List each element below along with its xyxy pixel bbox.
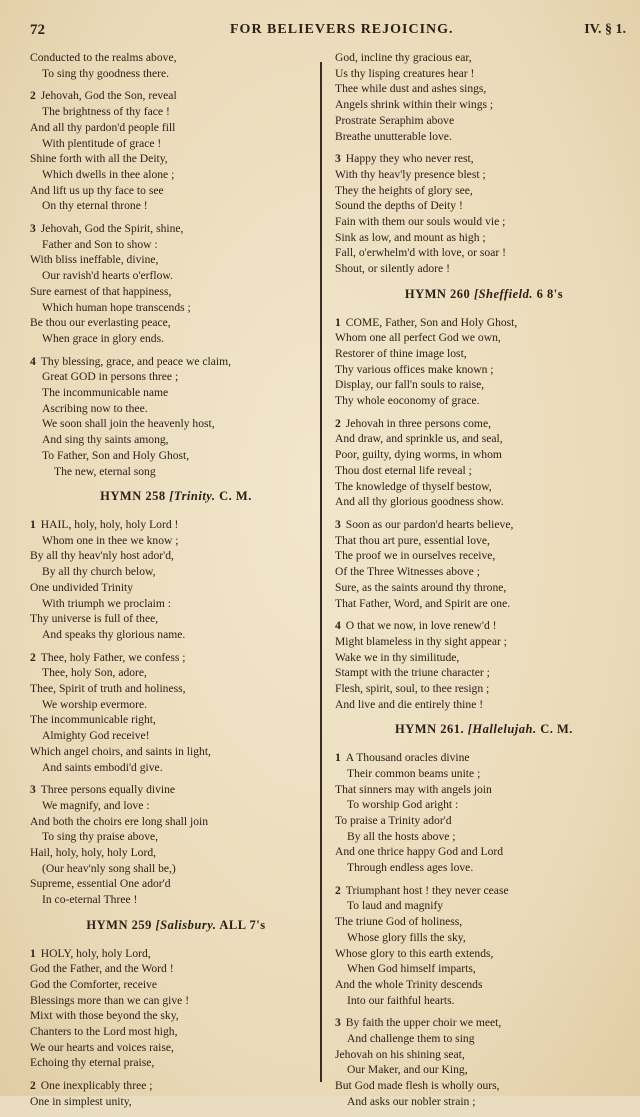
verse-text: And all thy glorious goodness show. [335, 495, 504, 509]
verse-line [335, 97, 633, 113]
verse-line [335, 766, 633, 782]
verse-text: Which angel choirs, and saints in light, [30, 744, 211, 758]
verse-text: But God made flesh is wholly ours, [335, 1079, 500, 1093]
verse-line [335, 151, 633, 167]
stanza-number: 2 [335, 416, 341, 430]
hymn-heading [335, 287, 633, 303]
right-column [335, 50, 633, 1117]
verse-line [335, 596, 633, 612]
verse-text: Our Maker, and our King, [347, 1063, 468, 1077]
verse-text: Of the Three Witnesses above ; [335, 565, 480, 579]
verse-line [30, 580, 322, 596]
verse-text: HAIL, holy, holy, holy Lord ! [40, 517, 179, 531]
verse-line [335, 66, 633, 82]
verse-text: Thou dost eternal life reveal ; [335, 463, 472, 477]
verse-line [335, 1015, 633, 1031]
verse-line [335, 977, 633, 993]
verse-line [30, 315, 322, 331]
verse-line [30, 728, 322, 744]
verse-line [335, 961, 633, 977]
hymn-tune: [Salisbury. [155, 917, 217, 932]
verse-text: And draw, and sprinkle us, and seal, [335, 432, 503, 446]
verse-text: Which dwells in thee alone ; [42, 167, 175, 181]
verse-line [30, 354, 322, 370]
verse-text: By all thy church below, [42, 565, 156, 579]
verse-text: Hail, holy, holy, holy Lord, [30, 846, 157, 860]
stanza-number: 3 [30, 783, 36, 797]
verse-text: By all thy heav'nly host ador'd, [30, 549, 174, 563]
verse-text: Wake we in thy similitude, [335, 650, 460, 664]
verse-text: With plentitude of grace ! [42, 136, 162, 150]
verse-line [30, 798, 322, 814]
page-header [30, 20, 626, 42]
stanza-number: 3 [335, 152, 341, 166]
verse-line [30, 448, 322, 464]
verse-line [30, 198, 322, 214]
verse-line [335, 479, 633, 495]
verse-text: Chanters to the Lord most high, [30, 1025, 178, 1039]
verse-line [30, 66, 322, 82]
verse-text: Thee while dust and ashes sings, [335, 82, 487, 96]
verse-line [335, 330, 633, 346]
verse-line [30, 681, 322, 697]
verse-line [30, 829, 322, 845]
verse-line [30, 627, 322, 643]
hymn-tune: [Sheffield. [473, 286, 534, 301]
verse-line [30, 136, 322, 152]
verse-line [30, 183, 322, 199]
verse-text: With thy heav'ly presence blest ; [335, 167, 486, 181]
verse-line [30, 961, 322, 977]
verse-text: And saints embodi'd give. [42, 760, 163, 774]
verse-text: Prostrate Seraphim above [335, 113, 455, 127]
page-number: 72 [30, 22, 45, 38]
verse-text: We worship evermore. [42, 697, 147, 711]
verse-text: That Father, Word, and Spirit are one. [335, 596, 511, 610]
verse-text: Whose glory fills the sky, [347, 930, 466, 944]
verse-text: Fain with them our souls would vie ; [335, 215, 506, 229]
verse-line [30, 331, 322, 347]
verse-line [30, 564, 322, 580]
verse-line [335, 914, 633, 930]
verse-text: By all the hosts above ; [347, 829, 456, 843]
verse-line [30, 1008, 322, 1024]
verse-text: God the Father, and the Word ! [30, 962, 174, 976]
hymn-number: HYMN 261. [395, 722, 465, 737]
hymn-heading [30, 489, 322, 505]
verse-text: Sure earnest of that happiness, [30, 284, 172, 298]
stanza-number: 2 [30, 89, 36, 103]
verse-line [335, 993, 633, 1009]
verse-line [30, 861, 322, 877]
verse-text: And all thy pardon'd people fill [30, 120, 176, 134]
verse-text: One inexplicably three ; [40, 1079, 153, 1093]
verse-text: Through endless ages love. [347, 861, 474, 875]
verse-line [335, 261, 633, 277]
verse-text: Thy whole eoconomy of grace. [335, 394, 480, 408]
verse-text: And the whole Trinity descends [335, 977, 483, 991]
verse-line [335, 548, 633, 564]
verse-text: Thee, Spirit of truth and holiness, [30, 682, 186, 696]
stanza [335, 151, 633, 277]
verse-text: Thy various offices make known ; [335, 362, 494, 376]
verse-line [335, 393, 633, 409]
section-mark: IV. § 1. [584, 22, 626, 37]
hymn-heading [30, 918, 322, 934]
hymn-heading [335, 722, 633, 738]
verse-line [335, 198, 633, 214]
stanza-number: 4 [30, 354, 36, 368]
verse-line [30, 1024, 322, 1040]
running-title: FOR BELIEVERS REJOICING. [230, 22, 454, 37]
verse-text: That thou art pure, essential love, [335, 533, 490, 547]
verse-line [30, 814, 322, 830]
verse-text: Into our faithful hearts. [347, 993, 455, 1007]
stanza [335, 517, 633, 611]
stanza [335, 416, 633, 510]
stanza [30, 221, 322, 347]
verse-line [335, 81, 633, 97]
verse-text: One undivided Trinity [30, 580, 134, 594]
verse-line [30, 167, 322, 183]
verse-line [335, 1078, 633, 1094]
verse-text: The incommunicable right, [30, 713, 156, 727]
hymn-meter: C. M. [540, 722, 573, 737]
stanza [335, 315, 633, 409]
verse-text: Jehovah in three persons come, [345, 416, 491, 430]
verse-text: And asks our nobler strain ; [347, 1094, 476, 1108]
verse-text: Breathe unutterable love. [335, 129, 452, 143]
verse-line [30, 712, 322, 728]
stanza [30, 517, 322, 643]
verse-line [335, 416, 633, 432]
verse-line [335, 1047, 633, 1063]
stanza [30, 354, 322, 480]
stanza-number: 4 [335, 619, 341, 633]
verse-text: Flesh, spirit, soul, to thee resign ; [335, 682, 490, 696]
stanza-number: 2 [335, 883, 341, 897]
verse-text: HOLY, holy, holy Lord, [40, 946, 151, 960]
verse-text: We our hearts and voices raise, [30, 1040, 174, 1054]
hymn-tune: [Hallelujah. [467, 722, 537, 737]
verse-line [335, 650, 633, 666]
verse-text: To worship God aright : [347, 798, 459, 812]
verse-text: The proof we in ourselves receive, [335, 549, 496, 563]
verse-text: Sure, as the saints around thy throne, [335, 580, 507, 594]
verse-text: Their common beams unite ; [347, 766, 481, 780]
verse-line [30, 845, 322, 861]
verse-line [30, 697, 322, 713]
verse-text: Display, our fall'n souls to raise, [335, 378, 485, 392]
verse-text: The triune God of holiness, [335, 915, 463, 929]
verse-line [30, 517, 322, 533]
verse-line [335, 183, 633, 199]
verse-line [335, 750, 633, 766]
verse-text: With bliss ineffable, divine, [30, 253, 159, 267]
verse-line [30, 221, 322, 237]
verse-text: Almighty God receive! [42, 729, 150, 743]
verse-text: In co-eternal Three ! [42, 893, 138, 907]
verse-text: To sing thy goodness there. [42, 66, 170, 80]
verse-text: Jehovah, God the Spirit, shine, [40, 222, 184, 236]
verse-text: Which human hope transcends ; [42, 300, 191, 314]
verse-text: Our ravish'd hearts o'erflow. [42, 269, 173, 283]
verse-text: Shine forth with all the Deity, [30, 152, 168, 166]
verse-text: To sing thy praise above, [42, 830, 159, 844]
verse-line [335, 860, 633, 876]
verse-text: Sound the depths of Deity ! [335, 199, 463, 213]
verse-text: And one thrice happy God and Lord [335, 845, 504, 859]
verse-text: The new, eternal song [54, 464, 156, 478]
verse-text: Supreme, essential One ador'd [30, 877, 171, 891]
verse-text: And both the choirs ere long shall join [30, 814, 209, 828]
verse-text: Angels shrink within their wings ; [335, 98, 494, 112]
stanza [335, 618, 633, 712]
verse-line [30, 1040, 322, 1056]
verse-line [30, 268, 322, 284]
verse-text: Jehovah on his shining seat, [335, 1047, 465, 1061]
verse-line [30, 993, 322, 1009]
stanza-number: 3 [335, 517, 341, 531]
stanza [335, 50, 633, 144]
verse-line [335, 167, 633, 183]
verse-text: Happy they who never rest, [345, 152, 474, 166]
verse-line [30, 252, 322, 268]
stanza [335, 883, 633, 1009]
verse-line [335, 782, 633, 798]
verse-text: Whom one all perfect God we own, [335, 331, 501, 345]
stanza-number: 2 [30, 650, 36, 664]
verse-line [30, 237, 322, 253]
verse-line [335, 230, 633, 246]
verse-text: Blessings more than we can give ! [30, 993, 190, 1007]
stanza [335, 750, 633, 876]
verse-line [30, 665, 322, 681]
verse-text: Be thou our everlasting peace, [30, 316, 171, 330]
stanza [30, 1078, 322, 1109]
verse-text: Ascribing now to thee. [42, 401, 148, 415]
verse-line [30, 760, 322, 776]
stanza [30, 50, 322, 81]
verse-text: Thy blessing, grace, and peace we claim, [40, 354, 232, 368]
verse-text: Thee, holy Father, we confess ; [40, 650, 186, 664]
verse-line [335, 346, 633, 362]
verse-line [30, 977, 322, 993]
verse-text: COME, Father, Son and Holy Ghost, [345, 315, 518, 329]
verse-line [335, 844, 633, 860]
verse-text: We magnify, and love : [42, 798, 150, 812]
stanza-number: 1 [30, 946, 36, 960]
verse-line [335, 1094, 633, 1110]
verse-text: One in simplest unity, [30, 1094, 132, 1108]
verse-text: (Our heav'nly song shall be,) [42, 861, 176, 875]
verse-line [30, 744, 322, 760]
verse-line [30, 416, 322, 432]
verse-line [335, 1031, 633, 1047]
verse-line [335, 463, 633, 479]
verse-text: And challenge them to sing [347, 1032, 475, 1046]
verse-line [335, 580, 633, 596]
left-column [30, 50, 322, 1117]
verse-line [30, 151, 322, 167]
verse-line [335, 797, 633, 813]
stanza-number: 3 [30, 222, 36, 236]
verse-text: Three persons equally divine [40, 783, 176, 797]
verse-text: Fall, o'erwhelm'd with love, or soar ! [335, 246, 506, 260]
stanza-number: 1 [335, 751, 341, 765]
verse-text: Might blameless in thy sight appear ; [335, 634, 507, 648]
verse-text: To laud and magnify [347, 899, 444, 913]
verse-text: They the heights of glory see, [335, 183, 473, 197]
verse-line [335, 431, 633, 447]
verse-line [335, 634, 633, 650]
verse-line [30, 1055, 322, 1071]
stanza-number: 1 [30, 517, 36, 531]
verse-text: God, incline thy gracious ear, [335, 51, 472, 64]
hymn-meter: C. M. [219, 489, 252, 504]
verse-line [335, 113, 633, 129]
verse-line [335, 517, 633, 533]
verse-text: And sing thy saints among, [42, 433, 169, 447]
verse-text: A Thousand oracles divine [345, 751, 470, 765]
verse-text: Shout, or silently adore ! [335, 262, 450, 276]
stanza [30, 88, 322, 214]
verse-line [30, 88, 322, 104]
hymn-meter: 6 8's [536, 286, 564, 301]
verse-line [335, 946, 633, 962]
hymn-tune: [Trinity. [169, 489, 216, 504]
verse-line [30, 50, 322, 66]
verse-text: On thy eternal throne ! [42, 199, 148, 213]
stanza [30, 946, 322, 1072]
verse-text: When God himself imparts, [347, 962, 476, 976]
verse-line [335, 883, 633, 899]
verse-line [30, 548, 322, 564]
verse-line [335, 898, 633, 914]
verse-text: Thy universe is full of thee, [30, 612, 159, 626]
verse-line [335, 697, 633, 713]
verse-text: Father and Son to show : [42, 237, 158, 251]
verse-text: Conducted to the realms above, [30, 51, 177, 64]
verse-text: And speaks thy glorious name. [42, 627, 186, 641]
stanza [30, 782, 322, 908]
verse-text: Mixt with those beyond the sky, [30, 1009, 179, 1023]
hymn-number: HYMN 260 [404, 286, 471, 301]
stanza-number: 1 [335, 315, 341, 329]
verse-line [335, 533, 633, 549]
verse-line [30, 876, 322, 892]
verse-line [335, 564, 633, 580]
verse-text: Triumphant host ! they never cease [345, 883, 509, 897]
hymn-number: HYMN 259 [86, 917, 152, 932]
verse-line [335, 681, 633, 697]
verse-text: Soon as our pardon'd hearts believe, [345, 517, 514, 531]
verse-line [30, 650, 322, 666]
verse-text: Sink as low, and mount as high ; [335, 230, 486, 244]
verse-line [30, 533, 322, 549]
verse-line [30, 401, 322, 417]
hymn-number: HYMN 258 [100, 489, 166, 504]
stanza-number: 3 [335, 1016, 341, 1030]
verse-text: And live and die entirely thine ! [335, 697, 484, 711]
verse-line [335, 447, 633, 463]
verse-line [30, 432, 322, 448]
verse-text: To Father, Son and Holy Ghost, [42, 448, 190, 462]
verse-text: God the Comforter, receive [30, 977, 158, 991]
verse-line [335, 129, 633, 145]
verse-line [335, 214, 633, 230]
verse-line [335, 245, 633, 261]
verse-text: To praise a Trinity ador'd [335, 813, 452, 827]
verse-text: O that we now, in love renew'd ! [345, 619, 497, 633]
stanza [335, 1015, 633, 1109]
verse-text: Restorer of thine image lost, [335, 346, 467, 360]
verse-text: With triumph we proclaim : [42, 596, 171, 610]
verse-text: Great GOD in persons three ; [42, 370, 179, 384]
verse-text: The knowledge of thyself bestow, [335, 479, 492, 493]
verse-text: The incommunicable name [42, 386, 169, 400]
verse-line [30, 946, 322, 962]
verse-text: Whose glory to this earth extends, [335, 946, 494, 960]
verse-line [335, 315, 633, 331]
verse-text: Stampt with the triune character ; [335, 666, 490, 680]
verse-text: Us thy lisping creatures hear ! [335, 66, 475, 80]
hymn-meter: ALL 7's [219, 917, 266, 932]
verse-line [335, 930, 633, 946]
stanza [30, 650, 322, 776]
verse-text: Echoing thy eternal praise, [30, 1056, 155, 1070]
verse-line [335, 1062, 633, 1078]
verse-line [30, 104, 322, 120]
verse-line [30, 782, 322, 798]
verse-line [30, 596, 322, 612]
verse-text: Poor, guilty, dying worms, in whom [335, 448, 502, 462]
stanza-number: 2 [30, 1079, 36, 1093]
verse-text: When grace in glory ends. [42, 331, 165, 345]
verse-line [30, 120, 322, 136]
verse-line [30, 611, 322, 627]
verse-line [30, 284, 322, 300]
verse-line [30, 300, 322, 316]
verse-line [30, 464, 322, 480]
verse-line [335, 665, 633, 681]
verse-line [335, 50, 633, 66]
verse-line [30, 369, 322, 385]
verse-line [30, 385, 322, 401]
verse-text: Jehovah, God the Son, reveal [40, 89, 177, 103]
verse-line [335, 377, 633, 393]
verse-text: And lift us up thy face to see [30, 183, 164, 197]
verse-text: Thee, holy Son, adore, [42, 666, 147, 680]
verse-text: By faith the upper choir we meet, [345, 1016, 502, 1030]
verse-line [335, 362, 633, 378]
verse-text: That sinners may with angels join [335, 782, 492, 796]
verse-line [335, 829, 633, 845]
verse-line [30, 892, 322, 908]
verse-line [30, 1094, 322, 1110]
verse-text: The brightness of thy face ! [42, 105, 170, 119]
verse-text: We soon shall join the heavenly host, [42, 417, 215, 431]
verse-line [335, 618, 633, 634]
column-divider [320, 62, 322, 1082]
verse-text: Whom one in thee we know ; [42, 533, 179, 547]
verse-line [335, 813, 633, 829]
verse-line [335, 494, 633, 510]
verse-line [30, 1078, 322, 1094]
